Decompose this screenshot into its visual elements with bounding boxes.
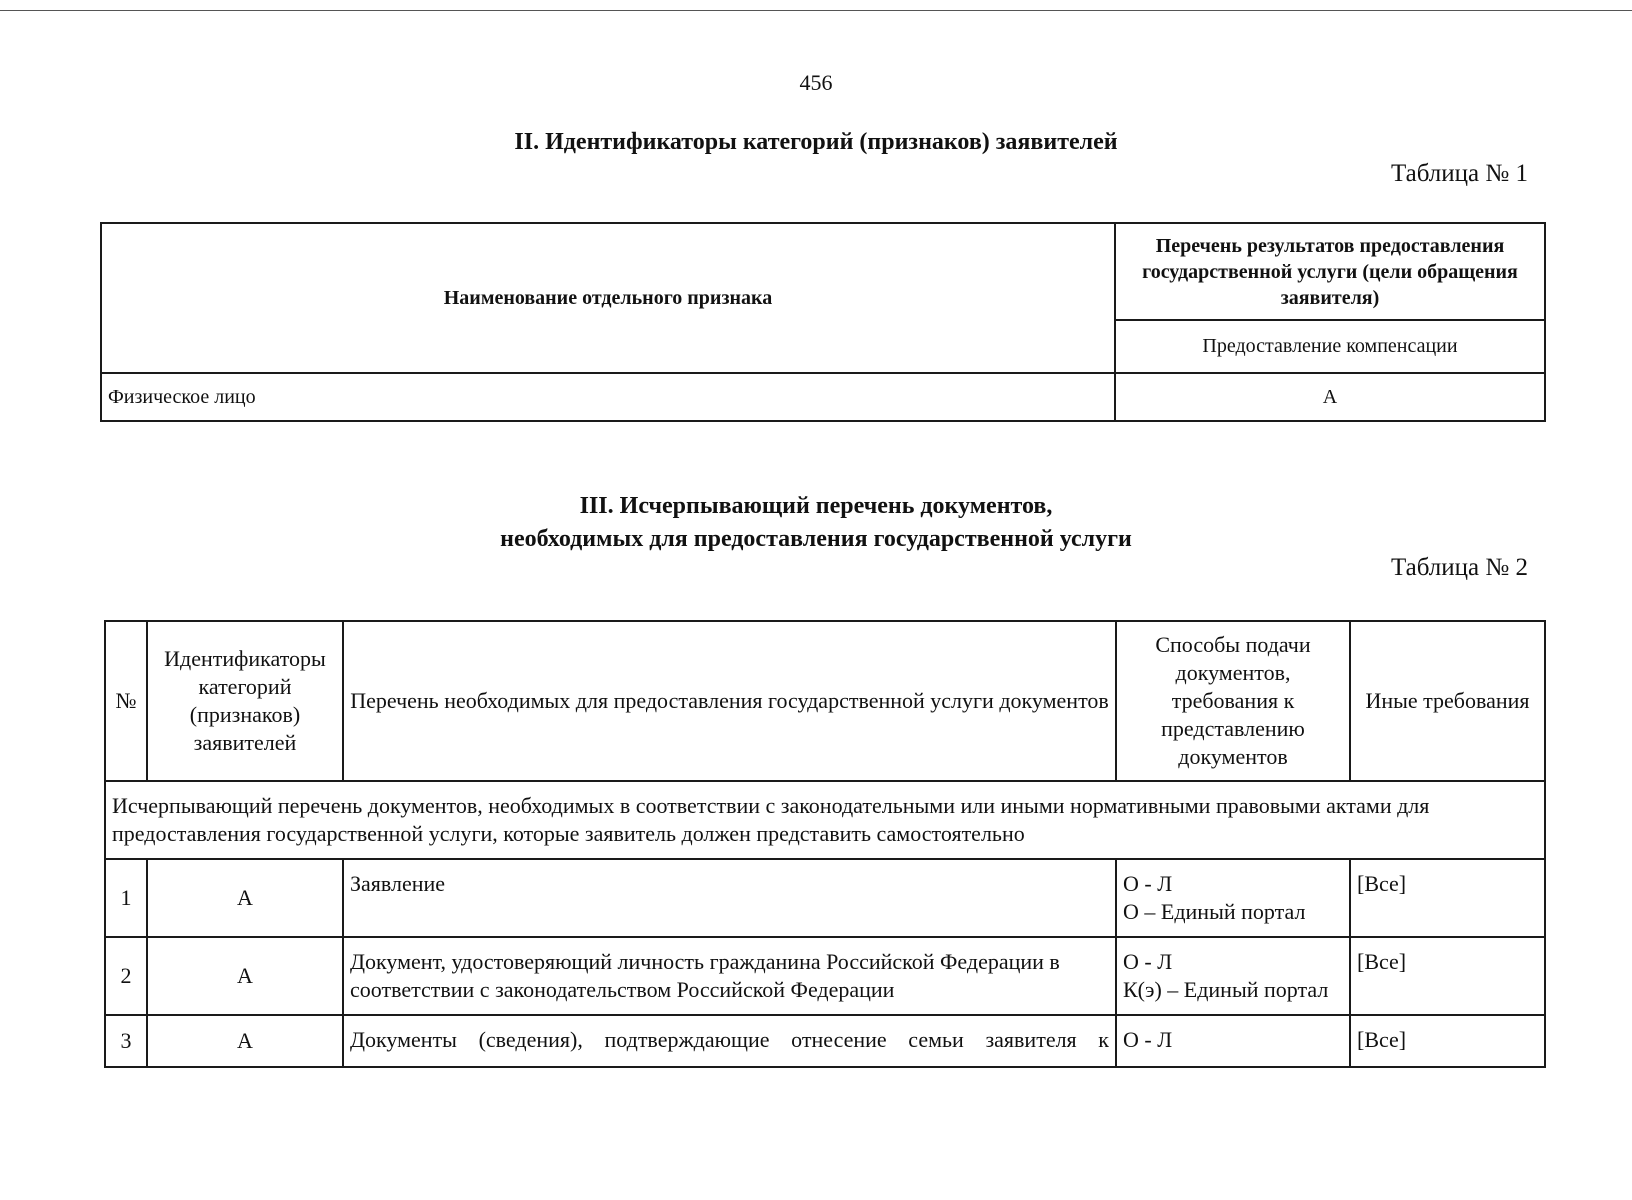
applicant-categories-table xyxy=(100,222,1546,422)
table-row xyxy=(105,1015,1545,1067)
row-method xyxy=(1116,937,1350,1015)
table-1-caption: Таблица № 1 xyxy=(1390,160,1528,187)
header-submission-methods: Способы подачи документов, требования к представлению документов xyxy=(1116,621,1350,781)
row-method: О - Л xyxy=(1116,1015,1350,1067)
row-category: А xyxy=(147,1015,343,1067)
page-number: 456 xyxy=(799,70,833,95)
row-document: Заявление xyxy=(343,859,1116,937)
group-header: Исчерпывающий перечень документов, необходимых в соответствии с законодательными или иными нормативными правовыми актами для предоставления государственной услуги, которые заявитель должен представить самостоятельно xyxy=(105,781,1545,859)
row-other: [Все] xyxy=(1350,1015,1545,1067)
row-individual-name: Физическое лицо xyxy=(101,373,1115,421)
section-2-title: II. Идентификаторы категорий (признаков) заявителей xyxy=(514,129,1118,155)
row-number: 1 xyxy=(105,859,147,937)
table-2-caption: Таблица № 2 xyxy=(1390,554,1528,581)
header-feature-name: Наименование отдельного признака xyxy=(101,223,1115,373)
header-results-list: Перечень результатов предоставления государственной услуги (цели обращения заявителя) xyxy=(1115,223,1545,320)
row-document: Документы (сведения), подтверждающие отнесение семьи заявителя к xyxy=(343,1015,1116,1067)
documents-table xyxy=(104,620,1546,1068)
row-category: А xyxy=(147,859,343,937)
method-line: О - Л xyxy=(1123,871,1173,896)
row-individual-value: А xyxy=(1115,373,1545,421)
row-other: [Все] xyxy=(1350,937,1545,1015)
row-number: 3 xyxy=(105,1015,147,1067)
table-row xyxy=(105,937,1545,1015)
row-other: [Все] xyxy=(1350,859,1545,937)
header-other-requirements: Иные требования xyxy=(1350,621,1545,781)
scan-edge-line xyxy=(0,10,1632,11)
row-number: 2 xyxy=(105,937,147,1015)
section-3-title-line-2: необходимых для предоставления государственной услуги xyxy=(500,526,1132,552)
method-line: О - Л xyxy=(1123,949,1173,974)
header-number: № xyxy=(105,621,147,781)
table-row xyxy=(105,859,1545,937)
header-documents: Перечень необходимых для предоставления государственной услуги документов xyxy=(343,621,1116,781)
method-line: К(э) – Единый портал xyxy=(1123,977,1329,1002)
row-method xyxy=(1116,859,1350,937)
row-category: А xyxy=(147,937,343,1015)
method-line: О – Единый портал xyxy=(1123,899,1306,924)
row-document: Документ, удостоверяющий личность гражданина Российской Федерации в соответствии с законодательством Российской Федерации xyxy=(343,937,1116,1015)
subheader-compensation: Предоставление компенсации xyxy=(1115,320,1545,373)
section-3-title-line-1: III. Исчерпывающий перечень документов, xyxy=(579,493,1053,519)
header-identifiers: Идентификаторы категорий (признаков) заявителей xyxy=(147,621,343,781)
